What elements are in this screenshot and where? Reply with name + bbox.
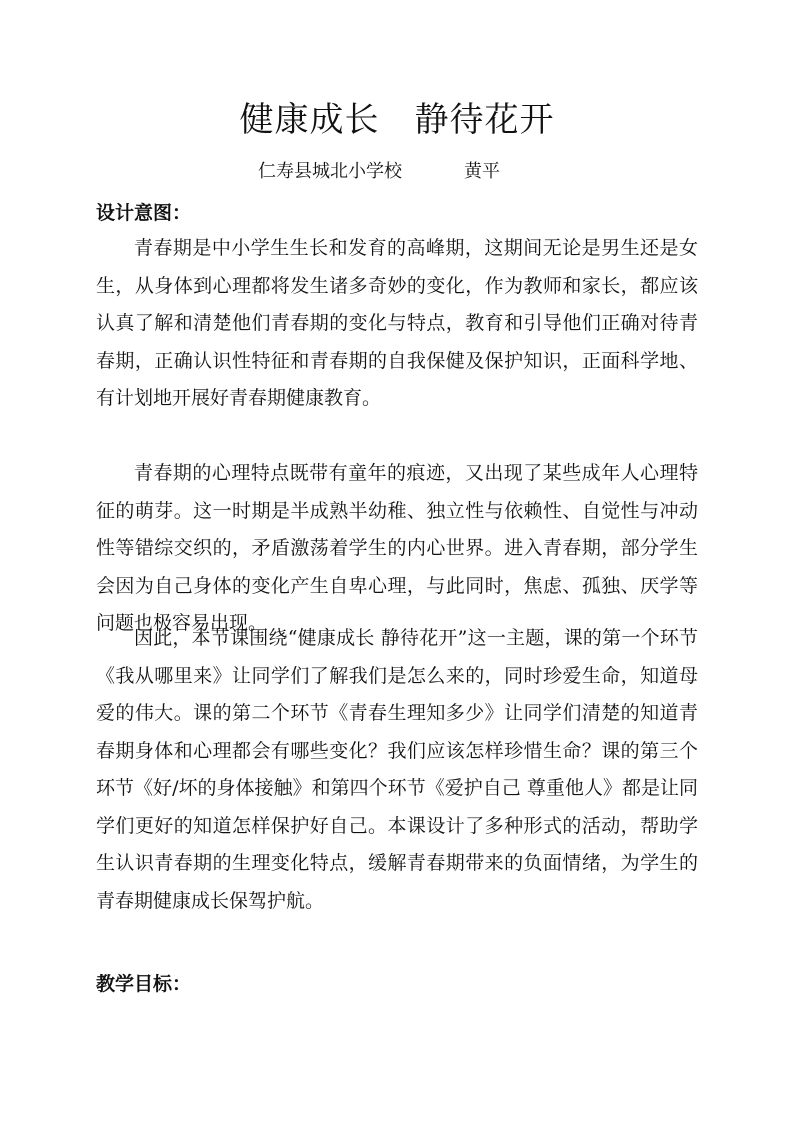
author-name: 黄平 [464,161,500,182]
section-heading-teaching-goals: 教学目标： [96,973,192,995]
paragraph: 青春期的心理特点既带有童年的痕迹，又出现了某些成年人心理特征的萌芽。这一时期是半成熟半幼稚、独立性与依赖性、自觉性与冲动性等错综交织的，矛盾激荡着学生的内心世界。进入青春期，部分学生会因为自己身体的变化产生自卑心理，与此同时，焦虑、孤独、厌学等问题也极容易出现。 [96,462,698,634]
section-heading-design-intent: 设计意图： [96,202,192,224]
document-title: 健康成长 静待花开 [239,100,555,140]
paragraph: 因此，本节课围绕“健康成长 静待花开”这一主题，课的第一个环节《我从哪里来》让同学们了解我们是怎么来的，同时珍爱生命，知道母爱的伟大。课的第二个环节《青春生理知多少》让同学们清楚的知道青春期身体和心理都会有哪些变化？我们应该怎样珍惜生命？课的第三个环节《好/坏的身体接触》和第四个环节《爱护自己 尊重他人》都是让同学们更好的知道怎样保护好自己。本课设计了多种形式的活动，帮助学生认识青春期的生理变化特点，缓解青春期带来的负面情绪，为学生的青春期健康成长保驾护航。 [96,627,698,912]
school-name: 仁寿县城北小学校 [258,161,402,182]
paragraph: 青春期是中小学生生长和发育的高峰期，这期间无论是男生还是女生，从身体到心理都将发生诸多奇妙的变化，作为教师和家长，都应该认真了解和清楚他们青春期的变化与特点，教育和引导他们正确对待青春期，正确认识性特征和青春期的自我保健及保护知识，正面科学地、有计划地开展好青春期健康教育。 [96,237,698,409]
byline [258,158,500,186]
